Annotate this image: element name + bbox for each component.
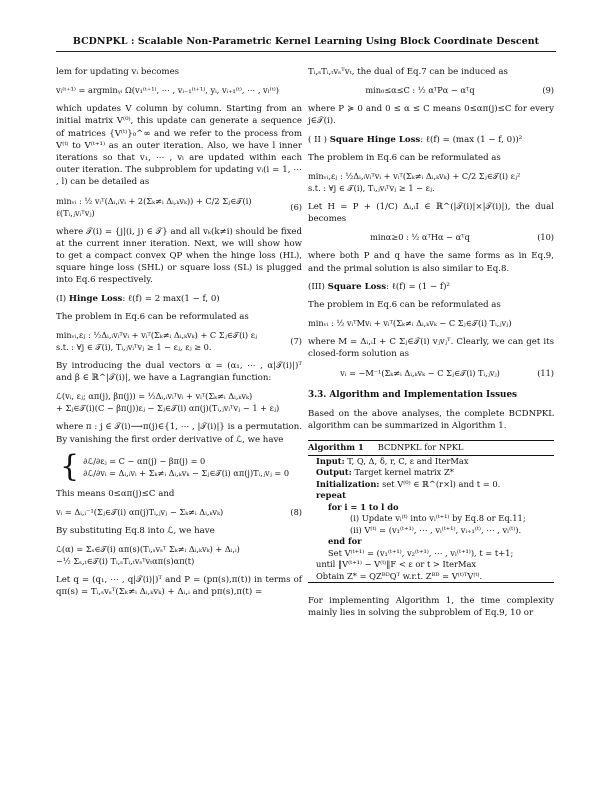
paragraph: where both P and q have the same forms as in Eq.9, and the primal solution is also similar to Eq.8.	[308, 251, 554, 274]
subsection-hinge-loss: (I) Hinge Loss: ℓ(f) = 2 max(1 − f, 0)	[56, 293, 220, 304]
equation-number: (6)	[290, 201, 302, 212]
algorithm-end-for: end for	[328, 536, 362, 547]
algorithm-set: Set V⁽ᵗ⁺¹⁾ = (v₁⁽ᵗ⁺¹⁾, v₂⁽ᵗ⁺¹⁾, ⋯ , vₗ⁽ᵗ⁺¹⁾), t = t+1;	[328, 547, 514, 558]
paragraph: where π : j ∈ 𝒯(i)⟶π(j)∈{1, ⋯ , |𝒯(i)|} is a permutation. By vanishing the first order derivative of ℒ, we have	[56, 422, 302, 445]
equation-system: { ∂ℒ/∂εⱼ = C − απ(j) − βπ(j) = 0 ∂ℒ/∂vᵢ = Δᵢ,ᵢvᵢ + Σₖ≠ᵢ Δᵢ,ₖvₖ − Σⱼ∈𝒯(i) απ(j)Tᵢ,ⱼvⱼ = 0	[60, 448, 290, 484]
paragraph: This means 0≤απ(j)≤C and	[56, 488, 175, 499]
equation-number: (10)	[537, 232, 554, 243]
section-heading: 3.3. Algorithm and Implementation Issues	[308, 389, 518, 400]
paragraph: Let q = (q₁, ⋯ , q|𝒯(i)|)ᵀ and P = (pπ(s),π(t)) in terms of qπ(s) = Tᵢ,ₛvₛᵀ(Σₖ≠ᵢ Δᵢ,ₖvₖ) + Δᵢ,ᵢ and pπ(s),π(t) =	[56, 575, 302, 598]
paragraph: where M = Δᵢ,ᵢI + C Σⱼ∈𝒯(i) vⱼvⱼᵀ. Clearly, we can get its closed-form solution as	[308, 337, 554, 360]
paragraph: The problem in Eq.6 can be reformulated as	[308, 300, 501, 311]
algorithm-title: Algorithm 1 BCDNPKL for NPKL	[308, 441, 554, 456]
left-column	[56, 66, 302, 605]
equation-11: vᵢ = −M⁻¹(Σₖ≠ᵢ Δᵢ,ₖvₖ − C Σⱼ∈𝒯(i) Tᵢ,ⱼvⱼ) (11)	[340, 367, 554, 378]
equation-update: vᵢ⁽ᵗ⁺¹⁾ = argminᵧᵢ Ω(v₁⁽ᵗ⁺¹⁾, ⋯ , vᵢ₋₁⁽ᵗ⁺¹⁾, yᵢ, vᵢ₊₁⁽ᵗ⁾, ⋯ , vₗ⁽ᵗ⁾)	[56, 85, 279, 96]
paragraph: The problem in Eq.6 can be reformulated as	[56, 311, 249, 322]
paragraph: where 𝒯(i) = {j|(i, j) ∈ 𝒯} and all vₖ(k≠i) should be fixed at the current inner iteration. Next, we will show how to get a compact convex QP when the hinge loss (HL), square hinge loss (SHL) or square loss (SL) is plugged into Eq.6 respectively.	[56, 226, 302, 286]
equation-shl: minᵥᵢ,εⱼ : ½Δᵢ,ᵢvᵢᵀvᵢ + vᵢᵀ(Σₖ≠ᵢ Δᵢ,ₖvₖ) + C/2 Σⱼ∈𝒯(i) εⱼ² s.t. : ∀j ∈ 𝒯(i), Tᵢ,ⱼvᵢᵀvⱼ ≥ 1 − εⱼ.	[308, 171, 521, 194]
paragraph: By substituting Eq.8 into ℒ, we have	[56, 526, 215, 537]
algorithm-output: Output: Target kernel matrix Z*	[316, 467, 454, 478]
equation-lagrangian: ℒ(vᵢ, εⱼ; απ(j), βπ(j)) = ½Δᵢ,ᵢvᵢᵀvᵢ + vᵢᵀ(Σₖ≠ᵢ Δᵢ,ₖvₖ) + Σⱼ∈𝒯(i)(C − βπ(j))εⱼ − Σⱼ∈𝒯(i) απ(j)(Tᵢ,ⱼvᵢᵀvⱼ − 1 + εⱼ)	[56, 391, 280, 414]
paragraph: Tᵢ,ₛTᵢ,ₜvₛᵀvₜ, the dual of Eq.7 can be induced as	[308, 67, 508, 77]
equation-substituted: ℒ(α) = Σₛ∈𝒯(i) απ(s)(Tᵢ,ₛvₛᵀ Σₖ≠ᵢ Δᵢ,ₖvₖ) + Δᵢ,ᵢ) −½ Σₛ,ₜ∈𝒯(i) Tᵢ,ₛTᵢ,ₜvₛᵀvₜαπ(s)απ(t)	[56, 544, 240, 567]
paragraph: lem for updating vᵢ becomes	[56, 67, 180, 77]
paragraph: The problem in Eq.6 can be reformulated as	[308, 152, 501, 163]
running-header: BCDNPKL : Scalable Non-Parametric Kernel Learning Using Block Coordinate Descent	[72, 36, 540, 47]
subsection-square-loss: (III) Square Loss: ℓ(f) = (1 − f)²	[308, 281, 450, 292]
equation-6: minᵥᵢ : ½ vᵢᵀ(Δᵢ,ᵢvᵢ + 2(Σₖ≠ᵢ Δᵢ,ₖvₖ)) + C/2 Σⱼ∈𝒯(i) ℓ(Tᵢ,ⱼvᵢᵀvⱼ) (6)	[56, 195, 302, 218]
equation-7: minᵥᵢ,εⱼ : ½Δᵢ,ᵢvᵢᵀvᵢ + vᵢᵀ(Σₖ≠ᵢ Δᵢ,ₖvₖ) + C Σⱼ∈𝒯(i) εⱼ s.t. : ∀j ∈ 𝒯(i), Tᵢ,ⱼvᵢᵀvⱼ ≥ 1 − εⱼ, εⱼ ≥ 0. (7)	[56, 330, 302, 353]
equation-9: min₀≤α≤C : ½ αᵀPα − αᵀq (9)	[365, 85, 554, 96]
algorithm-init: Initialization: set V⁽⁰⁾ ∈ ℝ^(r×l) and t = 0.	[316, 478, 501, 489]
paragraph: where P ≽ 0 and 0 ≤ α ≤ C means 0≤απ(j)≤C for every j∈𝒯(i).	[308, 104, 554, 127]
equation-10: minα≥0 : ½ αᵀHα − αᵀq (10)	[370, 232, 554, 243]
header-rule	[56, 51, 556, 52]
algorithm-repeat: repeat	[316, 490, 346, 501]
algorithm-until: until ‖V⁽ᵗ⁺¹⁾ − V⁽ᵗ⁾‖F < ε or t > IterMax	[316, 559, 477, 570]
paragraph: By introducing the dual vectors α = (α₁, ⋯ , α|𝒯(i)|)ᵀ and β ∈ ℝ^|𝒯(i)|, we have a Lagrangian function:	[56, 361, 302, 384]
paragraph: For implementing Algorithm 1, the time complexity mainly lies in solving the subproblem of Eq.9, 10 or	[308, 596, 554, 619]
algorithm-for: for i = 1 to l do	[328, 501, 399, 512]
algorithm-obtain: Obtain Z* = QZᴮᴰQᵀ w.r.t. Zᴮᴰ = V⁽ᵗ⁾ᵀV⁽ᵗ⁾.	[316, 570, 483, 581]
paragraph: which updates V column by column. Starting from an initial matrix V⁽⁰⁾, this update can generate a sequence of matrices {V⁽ᵗ⁾}₀^∞ and we refer to the process from V⁽ᵗ⁾ to V⁽ᵗ⁺¹⁾ as an outer iteration. Also, we have l inner iterations so that v₁, ⋯ , vₗ are updated within each outer iteration. The subproblem for updating vᵢ(i = 1, ⋯ , l) can be detailed as	[56, 104, 302, 188]
equation-sl: minᵥᵢ : ½ vᵢᵀMvᵢ + vᵢᵀ(Σₖ≠ᵢ Δᵢ,ₖvₖ − C Σⱼ∈𝒯(i) Tᵢ,ⱼvⱼ)	[308, 318, 512, 329]
equation-number: (9)	[542, 85, 554, 96]
paragraph: Based on the above analyses, the complete BCDNPKL algorithm can be summarized in Algorithm 1.	[308, 408, 554, 432]
algorithm-box	[308, 440, 554, 583]
algorithm-step: (ii) V⁽ᵗ⁾ = (v₁⁽ᵗ⁺¹⁾, ⋯ , vᵢ⁽ᵗ⁺¹⁾, vᵢ₊₁⁽ᵗ⁾, ⋯ , vₗ⁽ᵗ⁾).	[350, 524, 522, 535]
right-column	[308, 66, 554, 626]
equation-number: (7)	[290, 336, 302, 347]
equation-number: (11)	[537, 367, 554, 378]
equation-8: vᵢ = Δᵢ,ᵢ⁻¹(Σⱼ∈𝒯(i) απ(j)Tᵢ,ⱼvⱼ − Σₖ≠ᵢ Δᵢ,ₖvₖ) (8)	[56, 507, 302, 518]
subsection-square-hinge-loss: ( II ) Square Hinge Loss: ℓ(f) = (max (1 − f, 0))²	[308, 134, 523, 145]
algorithm-step: (i) Update vᵢ⁽ᵗ⁾ into vᵢ⁽ᵗ⁺¹⁾ by Eq.8 or Eq.11;	[350, 513, 526, 524]
paragraph: Let H = P + (1/C) Δᵢ,ᵢI ∈ ℝ^(|𝒯(i)|×|𝒯(i)|), the dual becomes	[308, 202, 554, 225]
equation-number: (8)	[290, 507, 302, 518]
algorithm-input: Input: T, Q, Δ, δ, r, C, ε and IterMax	[316, 455, 469, 466]
